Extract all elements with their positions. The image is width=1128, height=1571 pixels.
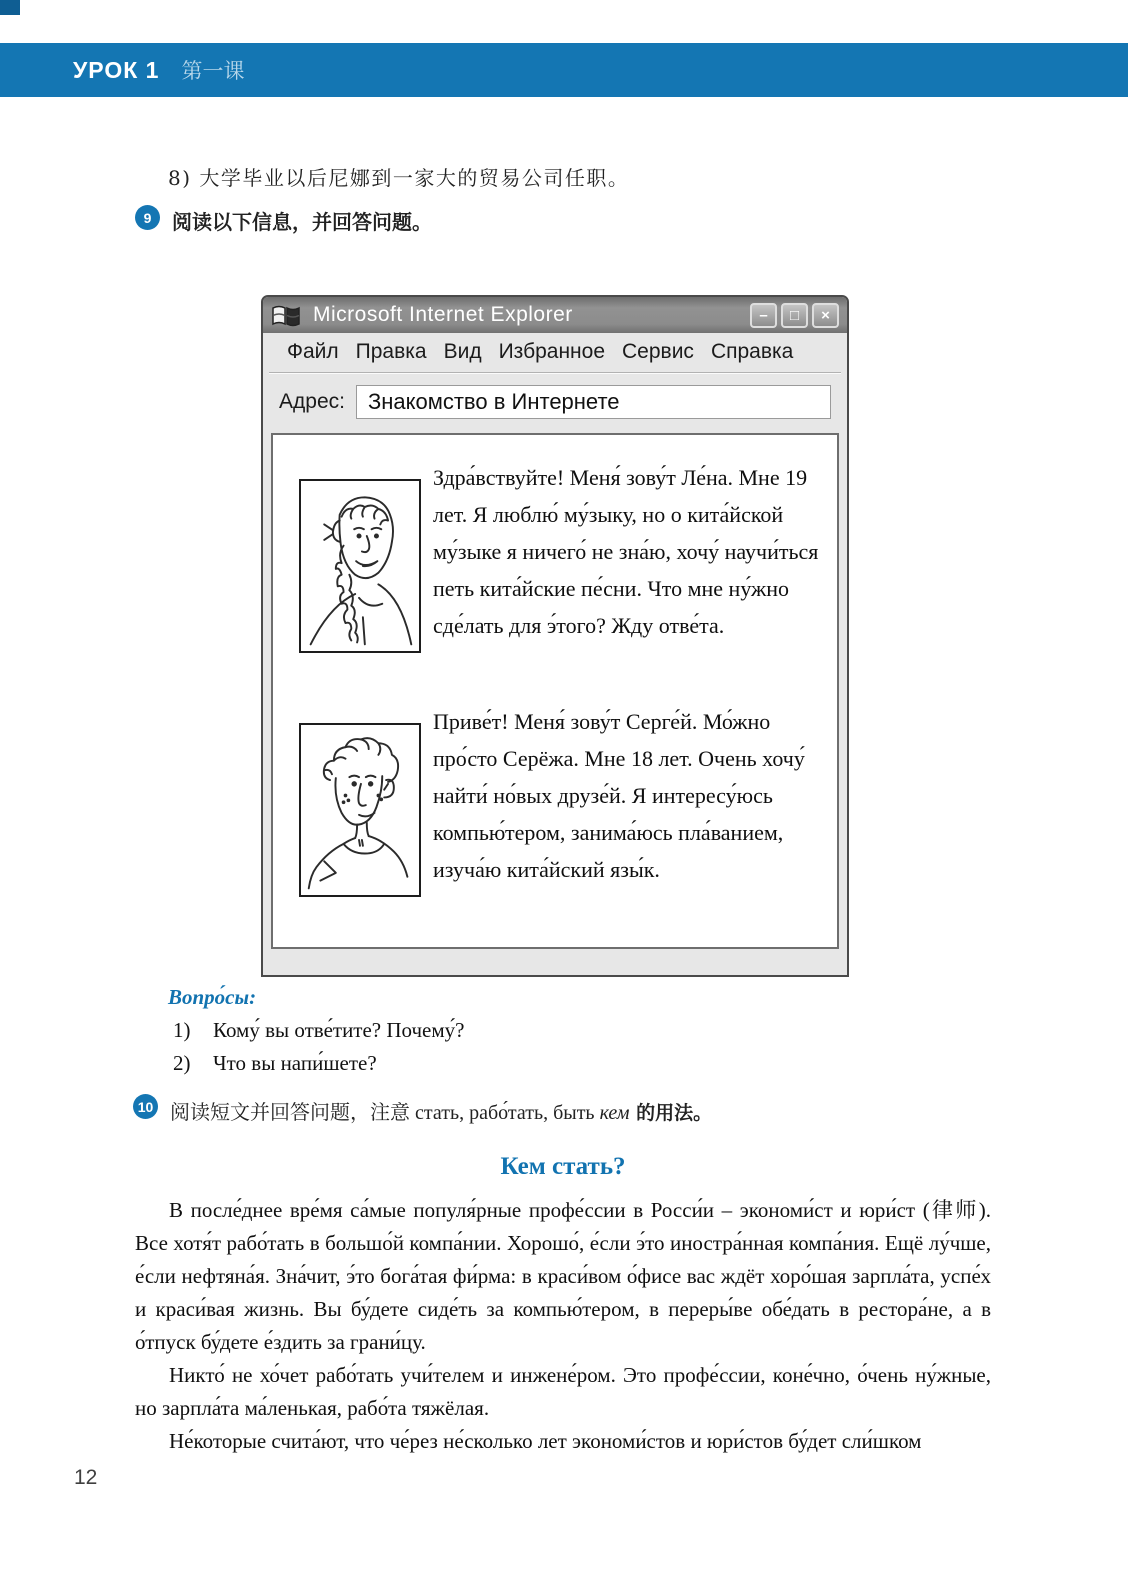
close-button[interactable]: × — [812, 303, 839, 328]
address-value: Знакомство в Интернете — [367, 389, 620, 414]
menu-tools[interactable]: Сервис — [622, 340, 694, 363]
sergey-message-text: Приве́т! Меня́ зову́т Серге́й. Мо́жно про́сто Серёжа. Мне 18 лет. Очень хочу́ найти́ но́вых друзе́й. Я интересу́юсь компью́тером, занима́юсь пла́ванием, изуча́ю кита́йский язы́к. — [433, 709, 805, 882]
question-2-text: Что вы напи́шете? — [213, 1051, 377, 1075]
page-corner-mark — [0, 0, 20, 15]
menu-edit[interactable]: Правка — [355, 340, 427, 363]
maximize-button[interactable]: □ — [781, 303, 808, 328]
reading-paragraph-3: Не́которые счита́ют, что че́рез не́сколько лет экономи́стов и юри́стов бу́дет сли́шком — [169, 1429, 922, 1453]
address-input[interactable] — [356, 385, 831, 419]
question-2-number: 2) — [173, 1051, 191, 1075]
browser-page-content — [271, 433, 839, 949]
page-number: 12 — [74, 1466, 98, 1489]
question-2 — [173, 1051, 377, 1076]
exercise-9-badge: 9 — [135, 205, 160, 230]
question-1-number: 1) — [173, 1018, 191, 1042]
browser-menubar — [265, 333, 845, 371]
lena-portrait-image — [299, 479, 421, 653]
lesson-header — [0, 43, 1128, 97]
exercise-9-instruction: 阅读以下信息，并回答问题。 — [172, 210, 432, 234]
browser-window — [261, 295, 849, 977]
exercise-10-instruction — [170, 1096, 712, 1125]
browser-addressbar — [265, 376, 845, 428]
exercise-10-text-prefix: 阅读短文并回答问题，注意 стать, рабо́тать, быть — [170, 1102, 600, 1124]
browser-titlebar[interactable] — [263, 297, 847, 333]
windows-logo-icon — [271, 303, 301, 327]
reading-text — [135, 1194, 991, 1458]
lesson-title-cn: 第一课 — [181, 60, 245, 83]
minimize-button[interactable]: – — [750, 303, 777, 328]
exercise-10-badge: 10 — [133, 1094, 158, 1119]
menu-file[interactable]: Файл — [287, 340, 339, 363]
menu-favorites[interactable]: Избранное — [498, 340, 606, 363]
exercise-8-sentence: 8) 大学毕业以后尼娜到一家大的贸易公司任职。 — [168, 166, 630, 190]
question-1 — [173, 1018, 465, 1043]
menu-help[interactable]: Справка — [710, 340, 794, 363]
reading-title: Кем стать? — [500, 1153, 626, 1180]
exercise-10-text-italic: кем — [599, 1102, 630, 1124]
menubar-divider — [269, 372, 841, 374]
lena-message-text: Здра́вствуйте! Меня́ зову́т Ле́на. Мне 19 лет. Я люблю́ му́зыку, но о кита́йской му́зыке я ничего́ не зна́ю, хочу́ научи́ться петь кита́йские пе́сни. Что мне ну́жно сде́лать для э́того? Жду отве́та. — [433, 465, 819, 638]
reading-paragraph-1: В после́днее вре́мя са́мые популя́рные профе́ссии в Росси́и – экономи́ст и юри́ст (律师). Все хотя́т рабо́тать в большо́й компа́нии. Хорошо́, е́сли э́то иностра́нная компа́ния. Ещё лу́чше, е́сли нефтяна́я. Зна́чит, э́то бога́тая фи́рма: в краси́вом о́фисе вас ждёт хоро́шая зарпла́та, успе́х и краси́вая жизнь. Вы бу́дете сиде́ть за компью́тером, в переры́ве обе́дать в рестора́не, а в о́тпуск бу́дете е́здить за грани́цу. — [135, 1198, 991, 1354]
menu-view[interactable]: Вид — [443, 340, 482, 363]
question-1-text: Кому́ вы отве́тите? Почему́? — [213, 1018, 465, 1042]
exercise-10-text-suffix: 的用法。 — [629, 1102, 713, 1124]
lesson-title-ru: УРОК 1 — [73, 56, 160, 83]
questions-heading: Вопро́сы: — [168, 985, 257, 1009]
reading-paragraph-2: Никто́ не хо́чет рабо́тать учи́телем и инжене́ром. Это профе́ссии, коне́чно, о́чень ну́жные, но зарпла́та ма́ленькая, рабо́та тяжёлая. — [135, 1363, 991, 1420]
sergey-portrait-image — [299, 723, 421, 897]
browser-title: Microsoft Internet Explorer — [313, 303, 573, 326]
address-label: Адрес: — [279, 390, 345, 413]
